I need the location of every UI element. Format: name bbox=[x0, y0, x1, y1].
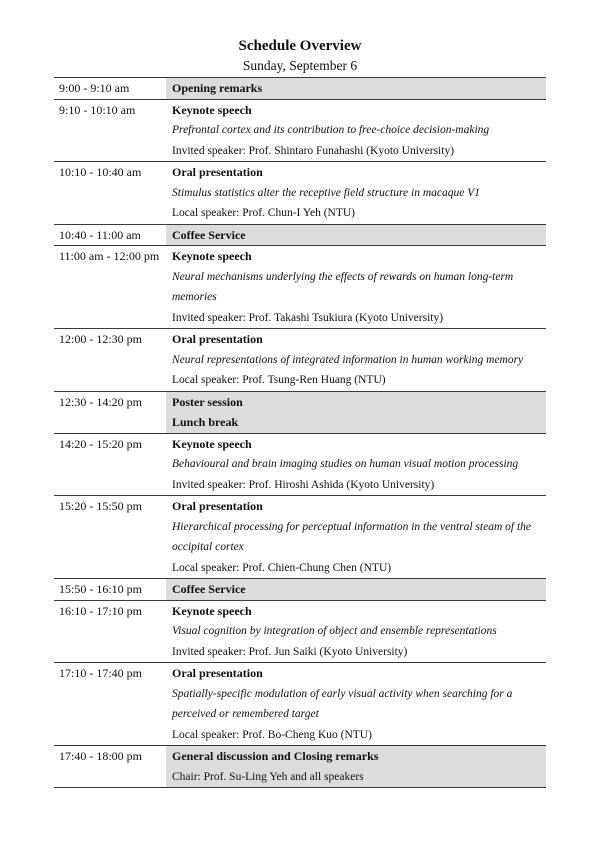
session-title: Keynote speech bbox=[172, 102, 252, 117]
session-time: 12:30 - 14:20 pm bbox=[54, 392, 166, 433]
session-time: 16:10 - 17:10 pm bbox=[59, 603, 142, 618]
session-title: Oral presentation bbox=[172, 666, 263, 680]
session-time: 17:10 - 17:40 pm bbox=[59, 666, 142, 680]
schedule-row-keynote-1 bbox=[54, 99, 546, 162]
session-time: 11:00 am - 12:00 pm bbox=[59, 249, 160, 263]
schedule-row-keynote-2 bbox=[54, 245, 546, 328]
schedule-row-closing bbox=[54, 745, 546, 788]
session-time: 15:20 - 15:50 pm bbox=[59, 499, 142, 513]
session-time: 9:00 - 9:10 am bbox=[54, 78, 166, 99]
talk-title: Behavioural and brain imaging studies on human visual motion processing bbox=[172, 458, 519, 470]
schedule-row-poster-lunch bbox=[54, 391, 546, 433]
speaker-line: Local speaker: Prof. Bo-Cheng Kuo (NTU) bbox=[172, 728, 372, 741]
schedule-row-coffee-2 bbox=[54, 578, 546, 600]
schedule-row-keynote-3 bbox=[54, 433, 546, 496]
page-title: Schedule Overview bbox=[238, 38, 362, 54]
speaker-line: Invited speaker: Prof. Hiroshi Ashida (Kyoto University) bbox=[172, 478, 435, 491]
session-time: 12:00 - 12:30 pm bbox=[59, 332, 142, 346]
session-title: Coffee Service bbox=[172, 582, 246, 596]
talk-title-line1: Spatially-specific modulation of early visual activity when searching for a bbox=[172, 687, 513, 700]
session-time: 15:50 - 16:10 pm bbox=[54, 579, 166, 600]
speaker-line: Local speaker: Prof. Chien-Chung Chen (NTU) bbox=[172, 561, 392, 574]
session-title: Keynote speech bbox=[172, 249, 252, 263]
session-title-2: Lunch break bbox=[172, 415, 239, 429]
schedule-row-oral-3 bbox=[54, 495, 546, 578]
speaker-line: Invited speaker: Prof. Shintaro Funahashi (Kyoto University) bbox=[172, 144, 455, 157]
schedule-row-keynote-4 bbox=[54, 600, 546, 663]
schedule-row-oral-2 bbox=[54, 328, 546, 391]
session-title: Oral presentation bbox=[172, 332, 263, 346]
talk-title-line2: perceived or remembered target bbox=[172, 708, 319, 720]
talk-title-line1: Hierarchical processing for perceptual information in the ventral steam of the bbox=[172, 520, 532, 533]
session-title: Poster session bbox=[172, 394, 243, 409]
session-title: Opening remarks bbox=[172, 81, 263, 95]
session-title: Coffee Service bbox=[172, 227, 246, 242]
schedule-row-oral-1 bbox=[54, 161, 546, 224]
session-title: General discussion and Closing remarks bbox=[172, 749, 379, 763]
page-subtitle: Sunday, September 6 bbox=[242, 58, 358, 73]
speaker-line: Local speaker: Prof. Tsung-Ren Huang (NTU) bbox=[172, 374, 386, 386]
session-time: 9:10 - 10:10 am bbox=[59, 102, 136, 117]
speaker-line: Invited speaker: Prof. Takashi Tsukiura (Kyoto University) bbox=[172, 311, 444, 324]
talk-title-line2: memories bbox=[172, 291, 217, 303]
schedule-table bbox=[54, 77, 546, 788]
talk-title-line1: Neural mechanisms underlying the effects of rewards on human long-term bbox=[172, 270, 514, 283]
talk-title: Prefrontal cortex and its contribution to free-choice decision-making bbox=[172, 124, 490, 136]
session-title: Keynote speech bbox=[172, 436, 252, 451]
schedule-row-oral-4 bbox=[54, 662, 546, 745]
speaker-line: Chair: Prof. Su-Ling Yeh and all speakers bbox=[172, 770, 364, 783]
talk-title: Visual cognition by integration of object and ensemble representations bbox=[172, 625, 497, 637]
speaker-line: Local speaker: Prof. Chun-I Yeh (NTU) bbox=[172, 207, 356, 219]
session-title: Oral presentation bbox=[172, 499, 263, 513]
session-time: 10:40 - 11:00 am bbox=[54, 225, 166, 246]
session-time: 10:10 - 10:40 am bbox=[59, 165, 142, 179]
session-time: 17:40 - 18:00 pm bbox=[54, 746, 166, 787]
session-title: Oral presentation bbox=[172, 165, 263, 179]
talk-title: Neural representations of integrated information in human working memory bbox=[172, 353, 524, 366]
schedule-row-coffee-1 bbox=[54, 224, 546, 246]
speaker-line: Invited speaker: Prof. Jun Saiki (Kyoto University) bbox=[172, 645, 408, 658]
talk-title-line2: occipital cortex bbox=[172, 541, 244, 553]
session-time: 14:20 - 15:20 pm bbox=[59, 436, 142, 451]
schedule-row-opening bbox=[54, 77, 546, 99]
talk-title: Stimulus statistics alter the receptive field structure in macaque V1 bbox=[172, 186, 480, 199]
session-title: Keynote speech bbox=[172, 603, 252, 618]
